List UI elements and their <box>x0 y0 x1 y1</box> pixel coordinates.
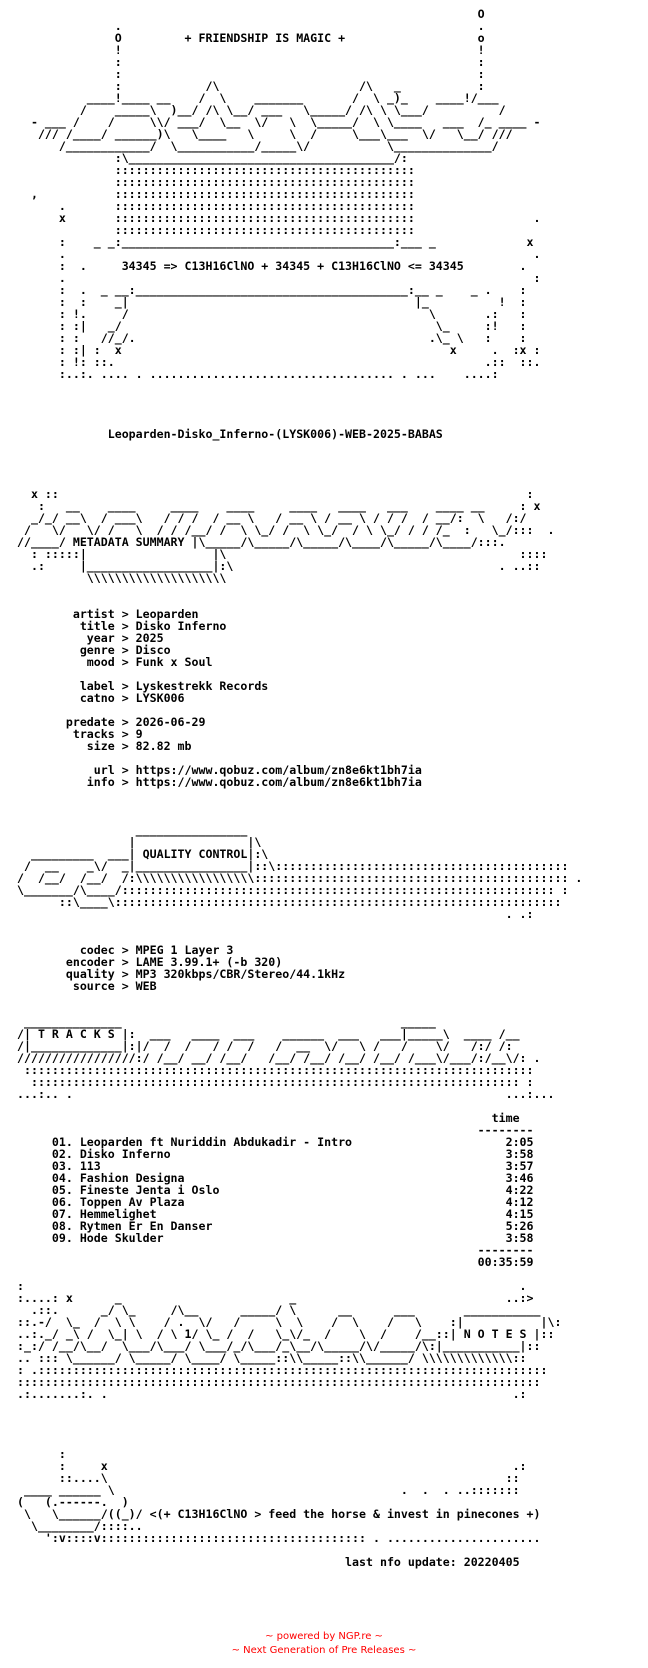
footer-powered-by[interactable]: ~ powered by NGP.re ~ <box>265 1631 383 1642</box>
footer <box>0 1630 648 1658</box>
footer-tagline: ~ Next Generation of Pre Releases ~ <box>231 1645 417 1656</box>
nfo-ascii-document: O . . O + FRIENDSHIP IS MAGIC + o ! ! : : : : : /\ /\ _ : ____!____ __ / \ _______ / \ _)_ ____!/___ / _____\ )__/ /\ \__/ ___ \_____/ /\ \ \___/ / - ___ / / \\/ ___/ \__ \/ \ \_____/ \ \____ ___ /_ ____ - /// /____/ ______)\ \____ \ \ / \___\___ \/ \__/ /// /____________/ \___________/_____\/ \______________/ :\______________________________________/: ::::::::::::::::::::::::::::::::::::::::::: ::::::::::::::::::::::::::::::::::::::::::: , ::::::::::::::::::::::::::::::::::::::::::: . ::::::::::::::::::::::::::::::::::::::::::: x ::::::::::::::::::::::::::::::::::::::::::: . ::::::::::::::::::::::::::::::::::::::::::: : _ _:_______________________________________:___ _ x . . : . 34345 => C13H16ClNO + 34345 + C13H16ClNO <= 34345 . . : : . _ __:_______________________________________:__ _ _ . : : : _| |_ ! : : !. / \ .: : : :| _/ \_ :! : : : //_/. .\_ \ : : : :| : x x . :x : : !: ::. .:: ::. :..:. .... . ................................... . ... ....: Leoparden-Disko_Inferno-(LYSK006)-WEB-2025-BABAS x :: : : __ ____ ____ ____ ____ ____ ___ ____ __ : x _/_/ __\ / ___\ / / / / __ \ / __ \ / __ \ / / / / __/: \ /:/ / \/ \/ / \ / / /__/ / \ \_/ / \ \_/ / \ \_/ / / /_ : \_/::: . //____/ METADATA SUMMARY |\_____/\_____/\_____/\____/\_____/\____/:::. : :::::| |\ :::: .: |__________________|:\ . ..:: \\\\\\\\\\\\\\\\\\\\ artist > Leoparden title > Disko Inferno year > 2025 genre > Disco mood > Funk x Soul label > Lyskestrekk Records catno > LYSK006 predate > 2026-06-29 tracks > 9 size > 82.82 mb url > https://www.qobuz.com/album/zn8e6kt1bh7ia info > https://www.qobuz.com/album/zn8e6kt1bh7ia ________________ | |\ _________ ___| QUALITY CONTROL|:\ / __ _\/ _|________________|::\:::::::::::::::::::::::::::::::::::::::::: / /__/ /__/ /:\\\\\\\\\\\\\\\\\::::::::::::::::::::::::::::::::::::::::::::: . \_______/\____/:::::::::::::::::::::::::::::::::::::::::::::::::::::::::::::: : ::\____\:::::::::::::::::::::::::::::::::::::::::::::::::::::::::::::::: . .: codec > MPEG 1 Layer 3 encoder > LAME 3.99.1+ (-b 320) quality > MP3 320kbps/CBR/Stereo/44.1kHz source > WEB ______________ _____ /| T R A C K S |: ___ ____ ___ ______ ___ ___|_____\ ____ /__ /|_____________|:|/ / / / / / / __ \/ \ / / \/ /:/ /: /////////////////:/ /__/ __/ /__/ /__/ /__/ /__/ /__/ /___\/___/:/__\/: . ::::::::::::::::::::::::::::::::::::::::::::::::::::::::::::::::::::::::: :::::::::::::::::::::::::::::::::::::::::::::::::::::::::::::::::::::: : ...:.. . ...:... time -------- 01. Leoparden ft Nuriddin Abdukadir - Intro 2:05 02. Disko Inferno 3:58 03. 113 3:57 04. Fashion Designa 3:46 05. Fineste Jenta i Oslo 4:22 06. Toppen Av Plaza 4:12 07. Hemmelighet 4:15 08. Rytmen Er En Danser 5:26 09. Hode Skulder 3:58 -------- 00:35:59 : . :....: x _ _ ..:> .::. _/ \_ /\__ _____/ \ __ ___ ___________ ::.-/ \_ / \ \ / . \/ / \ \ / \ / \ :| |\: ..:._/ _\ / \_| \ / \ 1/ \_ / / \_\/_ / \ / /__::| N O T E S |:: :_:/ /__/\__/ \___/\___/ \___/_/\___/_\__/\_____/\/_____/\:|___________|:: .. ::: \______/ \_____/ \____/ \_____::\\_____::\\______/ \\\\\\\\\\\\\:: : .::::::::::::::::::::::::::::::::::::::::::::::::::::::::::::::::::::::::: ::::::::::::::::::::::::::::::::::::::::::::::::::::::::::::::::::::::::::: .:.......:. . .: : : x .: ::....\ :: ____ ______ \ . . . ..::::::: ( (.------. ) \ \______/((_)/ <(+ C13H16ClNO > feed the horse & invest in pinecones +) \________/::::.. ':v::::v:::::::::::::::::::::::::::::::::::::: . ...................... last nfo update: 20220405 <box>17 7 583 1569</box>
